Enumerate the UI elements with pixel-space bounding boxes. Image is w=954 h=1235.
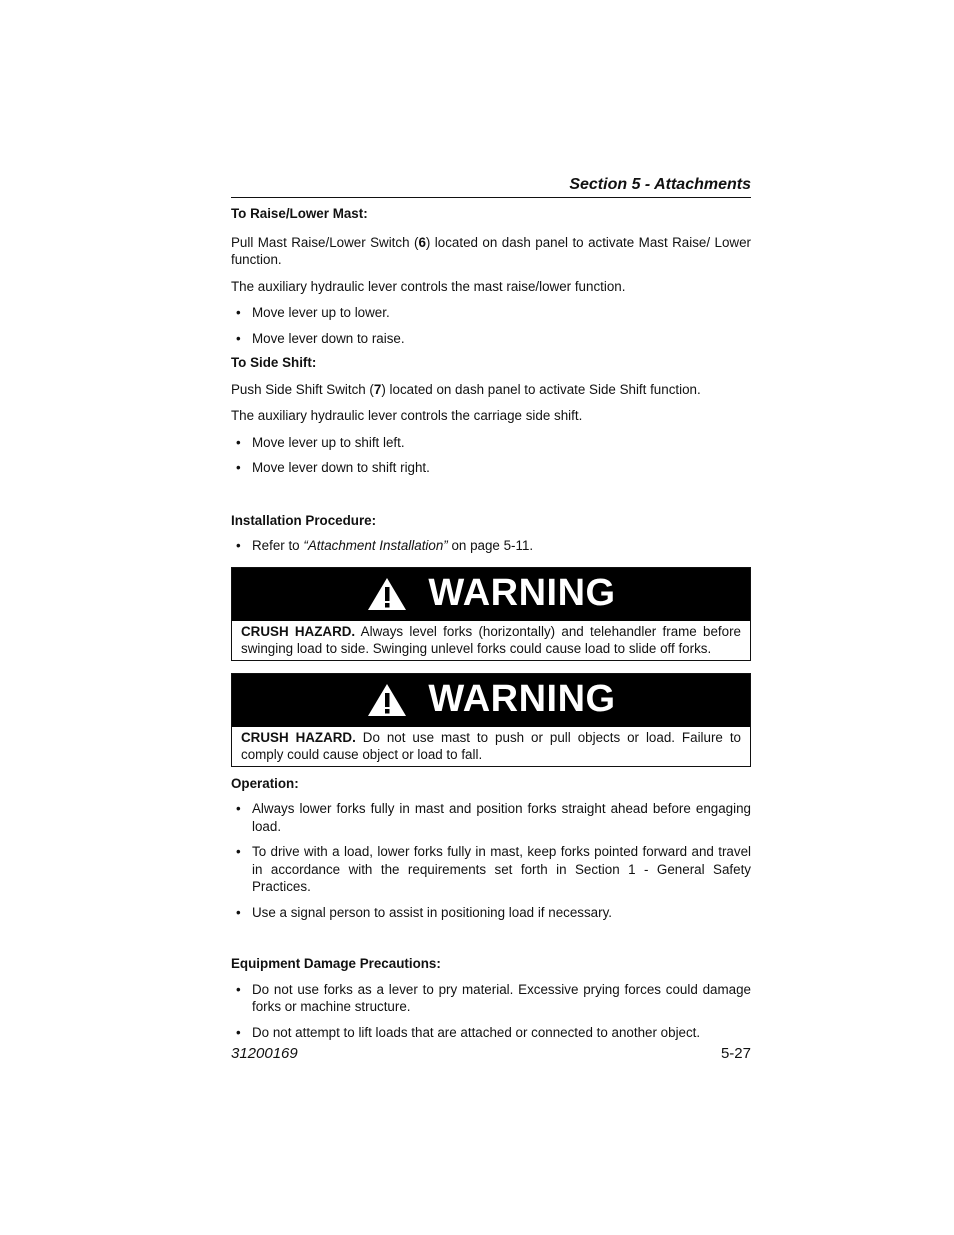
list-item: • To drive with a load, lower forks fully in mast, keep forks pointed forward and travel in accordance with the requirements set forth in Section 1 - General Safety Practices. bbox=[231, 843, 751, 896]
installation-bullet-pre: Refer to bbox=[252, 538, 304, 553]
list-item: • Use a signal person to assist in positioning load if necessary. bbox=[231, 904, 751, 922]
warning-title: WARNING bbox=[428, 572, 616, 615]
raise-lower-para-2: The auxiliary hydraulic lever controls the mast raise/lower function. bbox=[231, 278, 626, 294]
warning-box-1 bbox=[231, 567, 751, 661]
section-header: Section 5 - Attachments bbox=[231, 176, 751, 198]
warning-triangle-icon bbox=[366, 682, 408, 718]
warning-lead: CRUSH HAZARD. bbox=[241, 729, 356, 745]
document-number: 31200169 bbox=[231, 1045, 298, 1062]
warning-text bbox=[232, 727, 750, 766]
warning-title: WARNING bbox=[428, 678, 616, 721]
damage-heading: Equipment Damage Precautions: bbox=[231, 956, 441, 971]
installation-bullet-post: on page 5-11. bbox=[447, 538, 534, 553]
switch-number-6: 6 bbox=[418, 234, 426, 250]
raise-lower-para-1-post: ) located on dash panel to activate Mast Raise/ Lower function. bbox=[231, 234, 751, 267]
damage-list bbox=[231, 981, 751, 1042]
side-shift-para-1-pre: Push Side Shift Switch ( bbox=[231, 381, 374, 397]
page-number: 5-27 bbox=[720, 1045, 751, 1062]
installation-heading: Installation Procedure: bbox=[231, 512, 377, 528]
warning-banner bbox=[232, 568, 750, 621]
operation-heading: Operation: bbox=[231, 775, 299, 791]
side-shift-para-2: The auxiliary hydraulic lever controls the carriage side shift. bbox=[231, 408, 583, 423]
warning-box-2 bbox=[231, 673, 751, 767]
side-shift-para-1-post: ) located on dash panel to activate Side Shift function. bbox=[381, 381, 701, 397]
page-content bbox=[231, 205, 751, 1041]
raise-lower-para-1-pre: Pull Mast Raise/Lower Switch ( bbox=[231, 234, 419, 250]
side-shift-para-1 bbox=[231, 381, 751, 399]
installation-list bbox=[231, 537, 751, 555]
attachment-installation-reference: “Attachment Installation” bbox=[303, 538, 448, 553]
warning-banner bbox=[232, 674, 750, 727]
list-item: • Move lever up to lower. bbox=[231, 304, 751, 322]
list-item: • Move lever down to shift right. bbox=[231, 459, 751, 477]
list-item: • Do not use forks as a lever to pry material. Excessive prying forces could damage forks or machine structure. bbox=[231, 981, 751, 1016]
warning-lead: CRUSH HAZARD. bbox=[241, 623, 356, 639]
operation-list bbox=[231, 800, 751, 921]
warning-body: Always level forks (horizontally) and telehandler frame before swinging load to side. Swinging unlevel forks could cause load to slide off forks. bbox=[241, 623, 741, 656]
list-item: • Move lever up to shift left. bbox=[231, 434, 751, 452]
warning-triangle-icon bbox=[366, 576, 408, 612]
list-item: • Do not attempt to lift loads that are attached or connected to another object. bbox=[231, 1024, 751, 1042]
side-shift-list bbox=[231, 434, 751, 477]
raise-lower-para-1 bbox=[231, 234, 751, 269]
list-item bbox=[231, 537, 751, 555]
warning-body: Do not use mast to push or pull objects or load. Failure to comply could cause object or load to fall. bbox=[241, 729, 741, 762]
side-shift-heading: To Side Shift: bbox=[231, 355, 317, 370]
list-item: • Move lever down to raise. bbox=[231, 330, 751, 348]
warning-text bbox=[232, 621, 750, 660]
raise-lower-list bbox=[231, 304, 751, 347]
list-item: • Always lower forks fully in mast and position forks straight ahead before engaging load. bbox=[231, 800, 751, 835]
switch-number-7: 7 bbox=[373, 381, 382, 397]
raise-lower-heading: To Raise/Lower Mast: bbox=[231, 206, 368, 221]
